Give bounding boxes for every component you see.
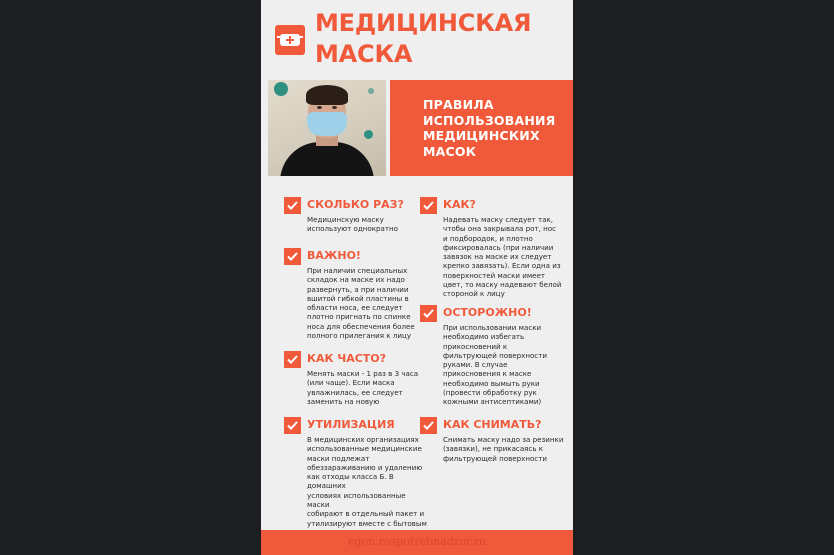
rules-sections [261,0,573,555]
section-title: КАК СНИМАТЬ? [443,418,542,431]
section-title: КАК ЧАСТО? [307,352,387,365]
footer-bar [261,530,573,555]
section-text: В медицинских организациях использованные медицинские маски подлежат обеззараживанию и удалению как отходы класса Б. В домашних условиях использованные маски собирают в отдельный пакет и утилизируют вместе с бытовым [307,435,427,528]
footer-url: egon.rospotrebnadzor.ru [347,535,487,548]
checkmark-icon [420,197,437,214]
checkmark-icon [420,417,437,434]
section-text: Менять маски - 1 раз в 3 часа (или чаще). Если маска увлажнилась, ее следует заменить на новую [307,369,419,406]
checkmark-icon [420,305,437,322]
checkmark-icon [284,351,301,368]
section-title: ОСТОРОЖНО! [443,306,532,319]
section-title: СКОЛЬКО РАЗ? [307,198,404,211]
section-text: Надевать маску следует так, чтобы она закрывала рот, нос и подбородок, и плотно фиксировалась (при наличии завязок на маске их следует крепко завязать). Если одна из поверхностей маски имеет цвет, то маску надевают белой стороной к лицу [443,215,562,299]
section-text: Снимать маску надо за резинки (завязки), не прикасаясь к фильтрующей поверхности [443,435,564,463]
checkmark-icon [284,248,301,265]
rules-banner-text: ПРАВИЛА ИСПОЛЬЗОВАНИЯ МЕДИЦИНСКИХ МАСОК [423,97,556,159]
infographic-poster [261,0,573,555]
section-title: УТИЛИЗАЦИЯ [307,418,395,431]
section-text: Медицинскую маску используют однократно [307,215,398,234]
section-title: КАК? [443,198,476,211]
section-title: ВАЖНО! [307,249,361,262]
poster-title: МЕДИЦИНСКАЯ МАСКА [315,9,532,68]
section-text: При наличии специальных складок на маске их надо развернуть, а при наличии вшитой гибкой пластины в области носа, ее следует плотно пригнать по спинке носа для обеспечения более полного прилегания к лицу [307,266,415,341]
checkmark-icon [284,417,301,434]
section-text: При использовании маски необходимо избегать прикосновений к фильтрующей поверхности руками. В случае прикосновения к маске необходимо вымыть руки (провести обработку рук кожными антисептиками) [443,323,547,407]
checkmark-icon [284,197,301,214]
